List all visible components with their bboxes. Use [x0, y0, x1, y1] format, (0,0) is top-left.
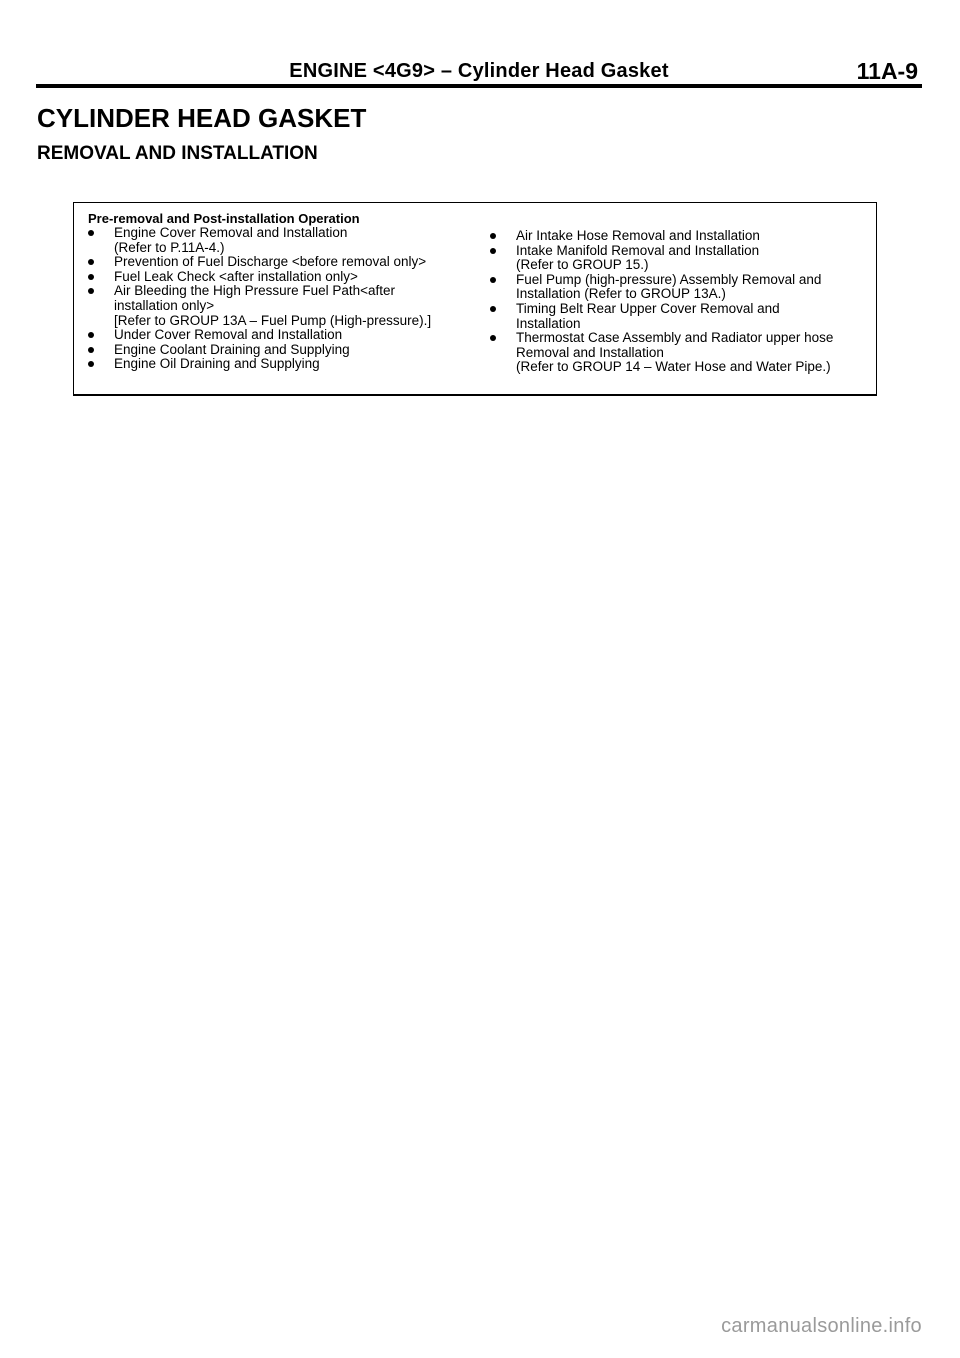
page-header [36, 52, 922, 84]
operation-item [490, 244, 870, 273]
bullet-icon [88, 332, 94, 338]
operation-item [88, 270, 468, 285]
operation-item [88, 357, 468, 372]
header-rule [36, 84, 922, 88]
operation-item-line: Fuel Pump (high-pressure) Assembly Removal and [516, 271, 822, 287]
page-title: CYLINDER HEAD GASKET [37, 103, 367, 133]
operation-item-line: Fuel Leak Check <after installation only> [114, 268, 358, 284]
section-subtitle: REMOVAL AND INSTALLATION [37, 143, 318, 164]
operation-item-line: Air Intake Hose Removal and Installation [516, 228, 760, 243]
bullet-icon [490, 233, 496, 239]
bullet-icon [88, 230, 94, 236]
operation-item [88, 343, 468, 358]
operation-item [88, 284, 468, 328]
operation-item-line: Thermostat Case Assembly and Radiator upper hose [516, 330, 834, 346]
operation-item-line: Engine Cover Removal and Installation [114, 225, 348, 240]
page-number: 11A-9 [856, 58, 918, 84]
bullet-icon [490, 335, 496, 341]
operation-item [88, 226, 468, 255]
operation-item-line: Intake Manifold Removal and Installation [516, 242, 760, 258]
operation-item-line: installation only> [114, 297, 215, 313]
bullet-icon [88, 361, 94, 367]
operation-item-line: Air Bleeding the High Pressure Fuel Path<after [114, 283, 396, 299]
operation-item-line: (Refer to P.11A-4.) [114, 239, 225, 255]
operation-item [490, 302, 870, 331]
operations-left-column [88, 226, 468, 372]
header-title: ENGINE <4G9> – Cylinder Head Gasket [289, 60, 669, 82]
operation-item-line: Installation [516, 315, 581, 331]
bullet-icon [88, 288, 94, 294]
operation-item [88, 255, 468, 270]
operation-item-line: Timing Belt Rear Upper Cover Removal and [516, 300, 780, 316]
bullet-icon [490, 306, 496, 312]
operation-item-line: Engine Oil Draining and Supplying [114, 356, 320, 372]
operation-item-line: Installation (Refer to GROUP 13A.) [516, 286, 726, 302]
operation-item-line: Engine Coolant Draining and Supplying [114, 341, 350, 357]
operation-item-line: (Refer to GROUP 15.) [516, 257, 649, 273]
operation-item-line: Removal and Installation [516, 344, 664, 360]
bullet-icon [88, 259, 94, 265]
operation-item [490, 273, 870, 302]
operation-item-line: Prevention of Fuel Discharge <before removal only> [114, 254, 427, 270]
operation-item-line: [Refer to GROUP 13A – Fuel Pump (High-pressure).] [114, 312, 432, 328]
operations-box [73, 202, 877, 396]
operations-right-column [490, 229, 870, 375]
operation-item [490, 229, 870, 244]
operation-item-line: (Refer to GROUP 14 – Water Hose and Water Pipe.) [516, 359, 831, 375]
bullet-icon [490, 248, 496, 254]
bullet-icon [490, 277, 496, 283]
watermark: carmanualsonline.info [721, 1315, 922, 1337]
operations-heading: Pre-removal and Post-installation Operation [88, 211, 360, 226]
operation-item [490, 331, 870, 375]
bullet-icon [88, 347, 94, 353]
operation-item-line: Under Cover Removal and Installation [114, 327, 343, 343]
bullet-icon [88, 274, 94, 280]
operation-item [88, 328, 468, 343]
